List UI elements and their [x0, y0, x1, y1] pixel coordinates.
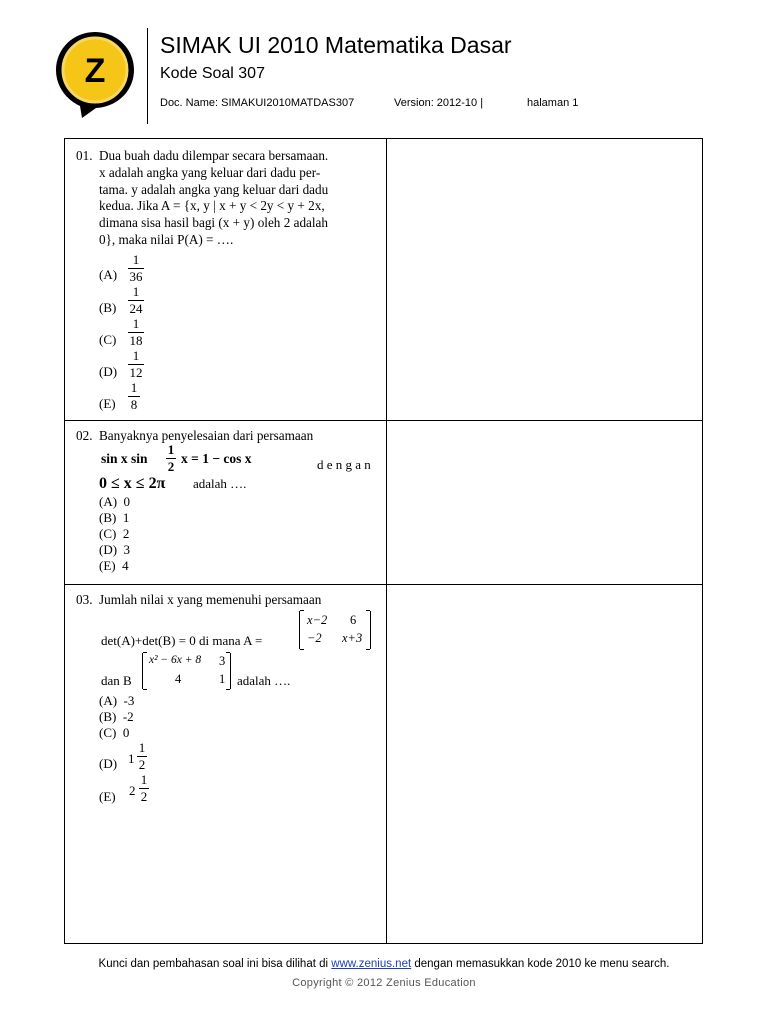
option-a — [99, 693, 134, 709]
option-label: (E) — [99, 396, 116, 411]
page-subtitle: Kode Soal 307 — [160, 65, 265, 82]
option-label: (D) — [99, 542, 118, 557]
option-value: 0 — [123, 494, 131, 509]
range-equation: 0 ≤ x ≤ 2π — [99, 475, 166, 492]
question-line: x adalah angka yang keluar dari dadu per- — [99, 164, 321, 180]
zenius-logo — [54, 30, 136, 120]
question-line: tama. y adalah angka yang keluar dari dadu — [99, 181, 329, 197]
matrix-cell: x² − 6x + 8 — [149, 654, 202, 666]
matrix-cell: 4 — [175, 672, 182, 686]
option-label: (C) — [99, 332, 117, 347]
matrix-cell: −2 — [307, 631, 322, 645]
denominator: 2 — [167, 459, 175, 474]
option-fraction — [128, 317, 144, 348]
option-label: (A) — [99, 267, 118, 282]
equation-right: x = 1 − cos x — [181, 451, 252, 466]
answer-space-1 — [387, 139, 702, 420]
mixed-whole: 1 — [128, 751, 135, 766]
option-label: (A) — [99, 494, 118, 509]
option-label: (B) — [99, 709, 117, 724]
denominator: 18 — [129, 333, 143, 348]
numerator: 1 — [167, 442, 175, 457]
matrix-cell: 6 — [350, 613, 357, 627]
footer-text: dengan memasukkan kode 2010 ke menu search. — [414, 958, 670, 970]
option-b — [99, 510, 129, 526]
footer-note — [0, 958, 768, 970]
denominator: 8 — [130, 397, 138, 412]
zenius-logo-icon — [54, 30, 136, 120]
adalah-text: adalah …. — [193, 476, 247, 491]
adalah-text: adalah …. — [237, 673, 291, 688]
option-d — [99, 542, 130, 558]
option-value: 1 — [122, 510, 130, 525]
option-b — [99, 709, 134, 725]
question-line: Dua buah dadu dilempar secara bersamaan. — [99, 148, 329, 163]
equation-left: sin x sin — [101, 451, 148, 466]
matrix-cell: 1 — [219, 672, 226, 686]
question-line: Banyaknya penyelesaian dari persamaan — [99, 428, 314, 443]
denominator: 36 — [129, 269, 143, 284]
numerator: 1 — [132, 316, 140, 331]
option-fraction — [128, 349, 144, 380]
option-value: 3 — [123, 542, 131, 557]
option-fraction — [128, 285, 144, 316]
option-e — [99, 558, 129, 574]
option-label: (D) — [99, 756, 118, 771]
question-text — [99, 592, 383, 609]
logo-letter: Z — [84, 52, 106, 90]
determinant-equation: det(A)+det(B) = 0 di mana A = — [101, 633, 263, 648]
option-fraction — [139, 773, 149, 804]
numerator: 1 — [132, 284, 140, 299]
doc-name: Doc. Name: SIMAKUI2010MATDAS307 — [160, 97, 355, 109]
denominator: 12 — [129, 365, 143, 380]
question-line: 0}, maka nilai P(A) = …. — [99, 231, 234, 247]
option-label: (E) — [99, 789, 116, 804]
dengan-text: d e n g a n — [317, 457, 371, 472]
question-row-3 — [65, 585, 702, 943]
option-fraction — [128, 381, 140, 412]
denominator: 24 — [129, 301, 143, 316]
option-fraction — [128, 253, 144, 284]
question-row-1 — [65, 139, 702, 421]
numerator: 1 — [138, 740, 146, 755]
option-label: (E) — [99, 558, 116, 573]
equation — [101, 451, 148, 467]
option-label: (C) — [99, 725, 117, 740]
matrix-cell: 3 — [219, 654, 226, 668]
option-value: -3 — [123, 693, 135, 708]
copyright: Copyright © 2012 Zenius Education — [292, 977, 476, 989]
zenius-link[interactable]: www.zenius.net — [331, 958, 412, 970]
option-c — [99, 526, 129, 542]
option-a — [99, 494, 130, 510]
header-divider — [147, 28, 148, 124]
numerator: 1 — [140, 772, 148, 787]
question-number: 03. — [76, 592, 93, 607]
question-cell-3 — [65, 585, 387, 943]
question-table — [64, 138, 703, 944]
option-c — [99, 725, 129, 741]
footer-text: Kunci dan pembahasan soal ini bisa dilihat di — [98, 958, 329, 970]
equation-fraction — [166, 443, 176, 474]
numerator: 1 — [132, 348, 140, 363]
numerator: 1 — [132, 252, 140, 267]
option-label: (A) — [99, 693, 118, 708]
matrix-cell: x+3 — [342, 631, 363, 645]
question-number: 02. — [76, 428, 93, 443]
question-row-2 — [65, 421, 702, 585]
option-label: (B) — [99, 300, 117, 315]
question-line: dimana sisa hasil bagi (x + y) oleh 2 adalah — [99, 215, 328, 231]
page-title: SIMAK UI 2010 Matematika Dasar — [160, 32, 512, 58]
answer-space-2 — [387, 421, 702, 584]
option-value: 4 — [122, 558, 129, 573]
question-cell-1 — [65, 139, 387, 420]
matrix-a — [299, 611, 371, 649]
question-line: kedua. Jika A = {x, y | x + y < 2y < y + 2x, — [99, 198, 325, 214]
question-line: Jumlah nilai x yang memenuhi persamaan — [99, 592, 322, 607]
denominator: 2 — [138, 757, 146, 772]
page-number: halaman 1 — [527, 97, 579, 109]
option-label: (B) — [99, 510, 117, 525]
dan-b-text: dan B — [101, 673, 132, 688]
matrix-cell: x−2 — [307, 613, 328, 627]
matrix-b — [142, 653, 231, 689]
answer-space-3 — [387, 585, 702, 943]
doc-version: Version: 2012-10 | — [394, 97, 484, 109]
option-value: 0 — [122, 725, 130, 740]
option-label: (C) — [99, 526, 117, 541]
question-number: 01. — [76, 148, 93, 163]
option-value: 2 — [122, 526, 130, 541]
question-text — [99, 428, 383, 445]
option-fraction — [137, 741, 147, 772]
option-label: (D) — [99, 364, 118, 379]
numerator: 1 — [130, 380, 138, 395]
question-cell-2 — [65, 421, 387, 584]
option-value: -2 — [122, 709, 134, 724]
question-text — [99, 148, 383, 249]
mixed-whole: 2 — [129, 783, 136, 798]
denominator: 2 — [140, 789, 148, 804]
